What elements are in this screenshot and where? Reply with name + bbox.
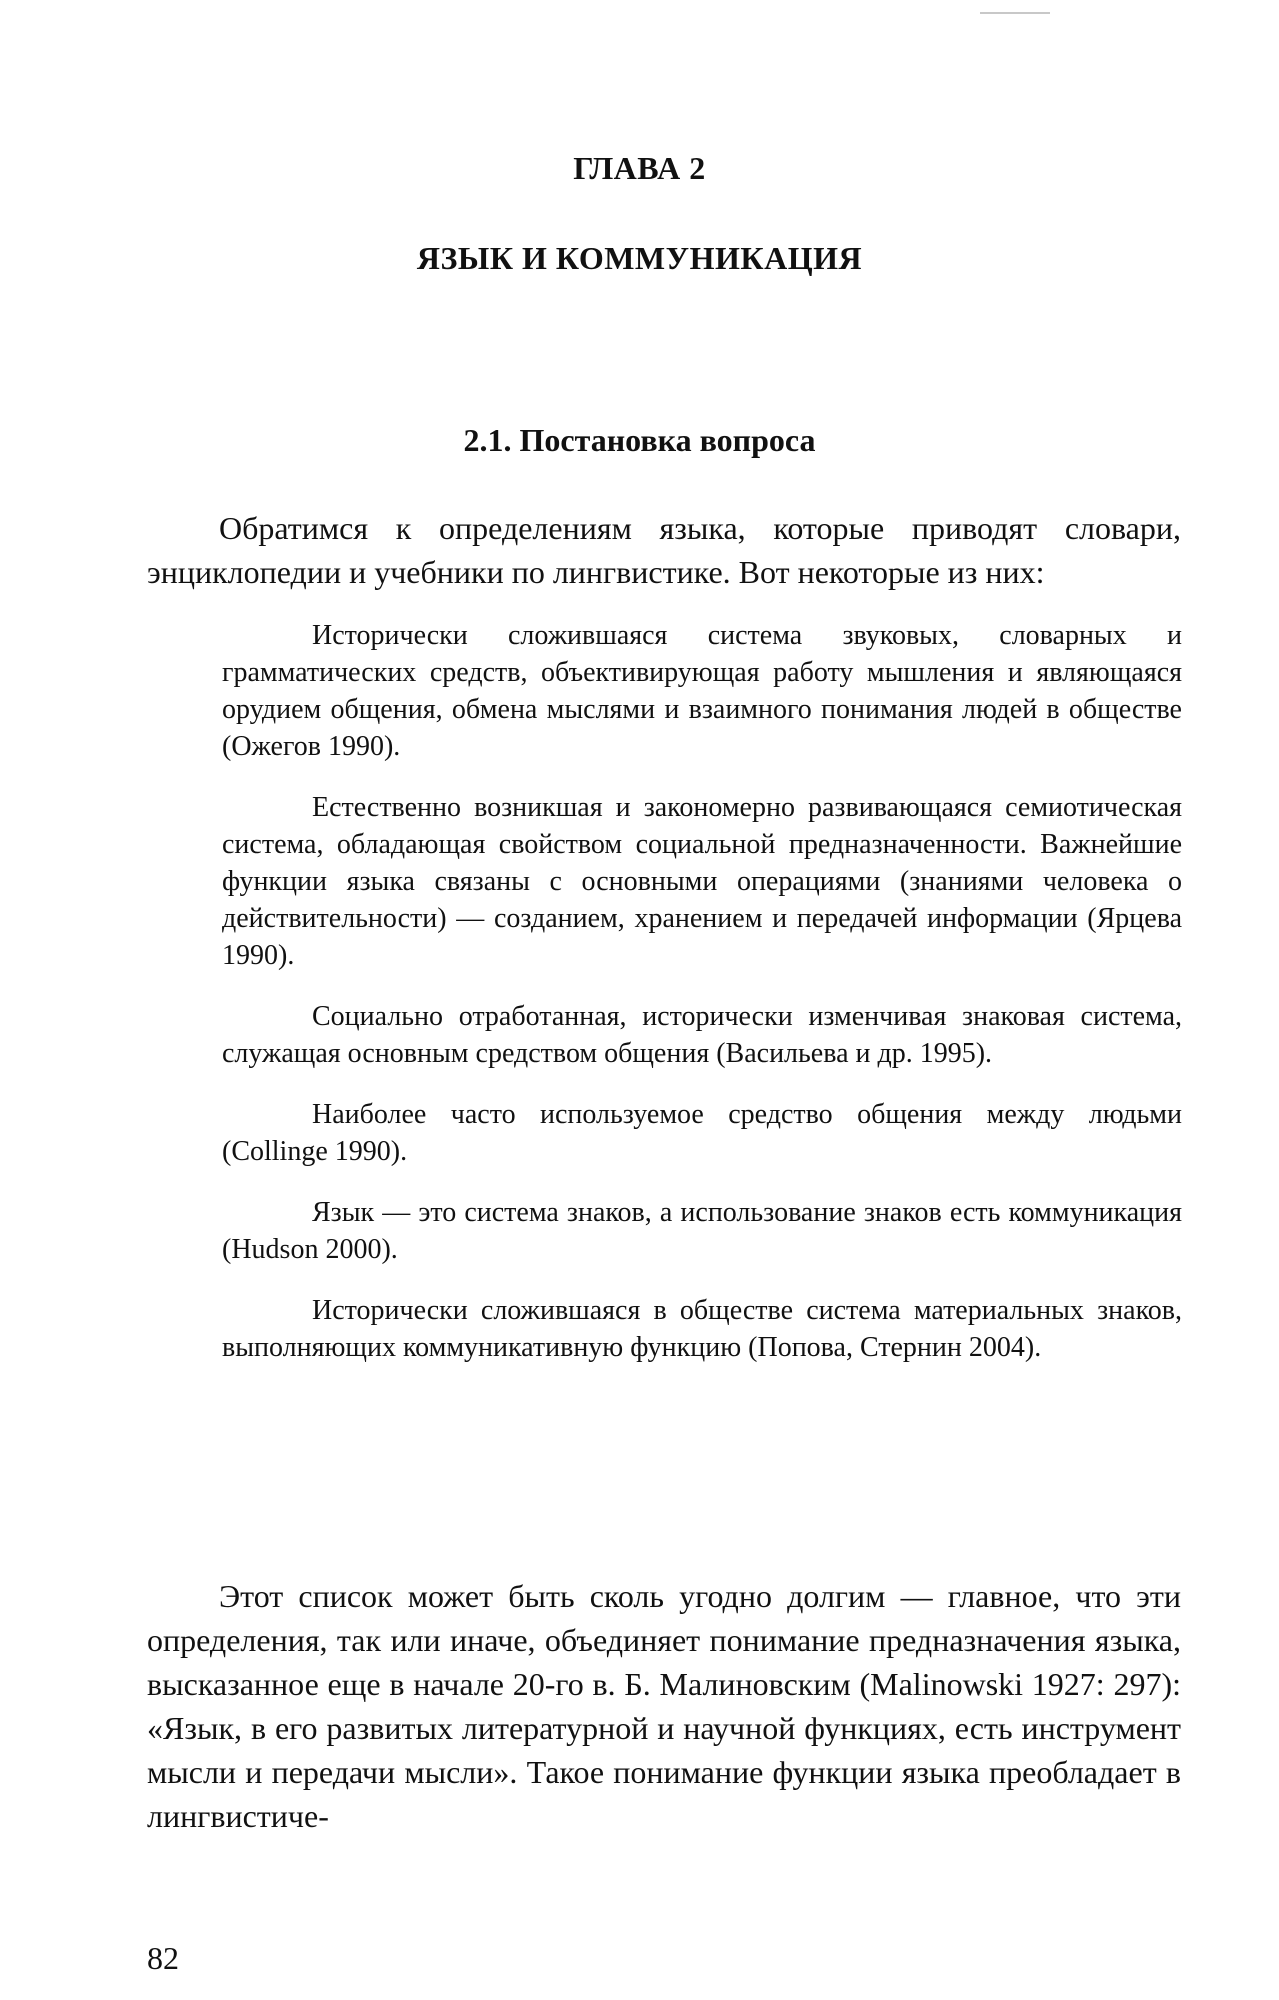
definition-hudson: Язык — это система знаков, а использование знаков есть коммуникация (Hudson 2000). bbox=[222, 1197, 1182, 1265]
chapter-title: ЯЗЫК И КОММУНИКАЦИЯ bbox=[416, 240, 863, 276]
chapter-label: ГЛАВА 2 bbox=[573, 150, 706, 186]
definition-vasilyeva: Социально отработанная, исторически изменчивая знаковая система, служащая основным средством общения (Васильева и др. 1995). bbox=[222, 1001, 1182, 1069]
conclusion-paragraph: Этот список может быть сколь угодно долгим — главное, что эти определения, так или иначе, объединяет понимание предназначения языка, высказанное еще в начале 20-го в. Б. Малиновским (Malinowski 1927: 297): «Язык, в его развитых литературной и научной функциях, есть инструмент мысли и передачи мысли». Такое понимание функции языка преобладает в лингвистиче- bbox=[147, 1578, 1181, 1834]
definition-yartseva: Естественно возникшая и закономерно развивающаяся семиотическая система, обладающая свойством социальной предназначенности. Важнейшие функции языка связаны с основными операциями (знаниями человека о действительности) — созданием, хранением и передачей информации (Ярцева 1990). bbox=[222, 792, 1182, 971]
definition-popova-sternin: Исторически сложившаяся в обществе система материальных знаков, выполняющих коммуникативную функцию (Попова, Стернин 2004). bbox=[222, 1295, 1182, 1363]
scan-edge-mark bbox=[980, 12, 1050, 14]
definition-ozhegov: Исторически сложившаяся система звуковых, словарных и грамматических средств, объективирующая работу мышления и являющаяся орудием общения, обмена мыслями и взаимного понимания людей в обществе (Ожегов 1990). bbox=[222, 620, 1182, 762]
page-number: 82 bbox=[147, 1940, 179, 1976]
definitions-list bbox=[222, 617, 1182, 1390]
definition-collinge: Наиболее часто используемое средство общения между людьми (Collinge 1990). bbox=[222, 1099, 1182, 1167]
intro-paragraph: Обратимся к определениям языка, которые приводят словари, энциклопедии и учебники по лингвистике. Вот некоторые из них: bbox=[147, 510, 1181, 590]
section-title: 2.1. Постановка вопроса bbox=[463, 422, 816, 458]
